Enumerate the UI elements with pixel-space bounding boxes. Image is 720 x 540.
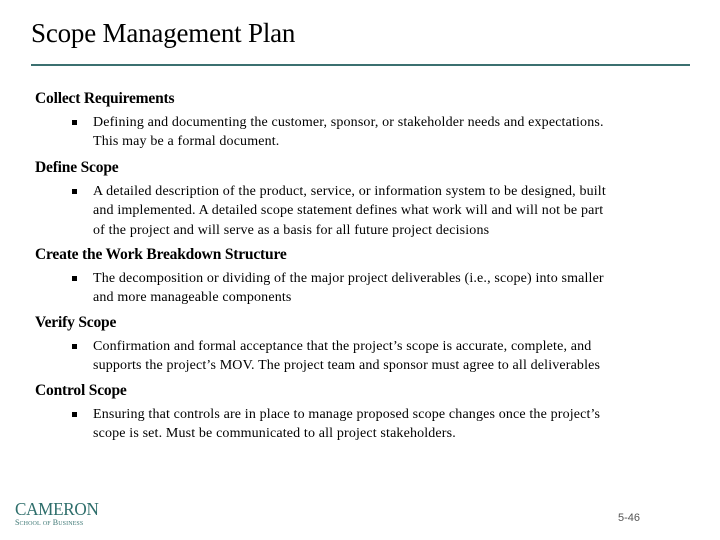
page-number: 5-46 (618, 512, 641, 524)
logo-subtitle: School of Business (15, 518, 84, 527)
bullet-item (35, 405, 673, 444)
section-heading: Collect Requirements (35, 90, 175, 107)
section-heading: Control Scope (35, 382, 127, 399)
bullet-text-line: The decomposition or dividing of the major project deliverables (i.e., scope) into smaller (93, 271, 604, 286)
bullet-item (35, 337, 673, 376)
section-heading: Define Scope (35, 159, 119, 176)
section-verify-scope (35, 313, 685, 376)
square-bullet-icon (72, 276, 77, 281)
section-heading: Verify Scope (35, 314, 117, 331)
logo-wordmark: CAMERON (15, 499, 99, 519)
bullet-text-line: of the project and will serve as a basis for all future project decisions (93, 222, 490, 238)
section-heading: Create the Work Breakdown Structure (35, 246, 287, 263)
bullet-item (35, 182, 673, 240)
square-bullet-icon (72, 412, 77, 417)
bullet-text-line: Confirmation and formal acceptance that the project’s scope is accurate, complete, and (93, 339, 592, 354)
bullet-item (35, 269, 673, 308)
bullet-text-line: scope is set. Must be communicated to all project stakeholders. (93, 426, 456, 442)
bullet-text-line: Ensuring that controls are in place to manage proposed scope changes once the project’s (93, 407, 601, 422)
cameron-logo (15, 501, 103, 527)
square-bullet-icon (72, 189, 77, 194)
bullet-text-line: Defining and documenting the customer, sponsor, or stakeholder needs and expectations. (93, 115, 604, 130)
square-bullet-icon (72, 344, 77, 349)
slide-title: Scope Management Plan (31, 18, 296, 48)
section-create-wbs (35, 245, 685, 308)
bullet-text-line: supports the project’s MOV. The project team and sponsor must agree to all deliverables (93, 358, 601, 374)
bullet-text-line: and more manageable components (93, 290, 292, 306)
section-control-scope (35, 381, 685, 444)
square-bullet-icon (72, 120, 77, 125)
title-divider (31, 64, 690, 66)
bullet-text-line: This may be a formal document. (93, 134, 280, 150)
bullet-text-line: and implemented. A detailed scope statement defines what work will and will not be part (93, 203, 604, 219)
bullet-item (35, 113, 673, 152)
section-define-scope (35, 158, 685, 240)
section-collect-requirements (35, 89, 685, 152)
bullet-text-line: A detailed description of the product, service, or information system to be designed, built (93, 184, 606, 199)
